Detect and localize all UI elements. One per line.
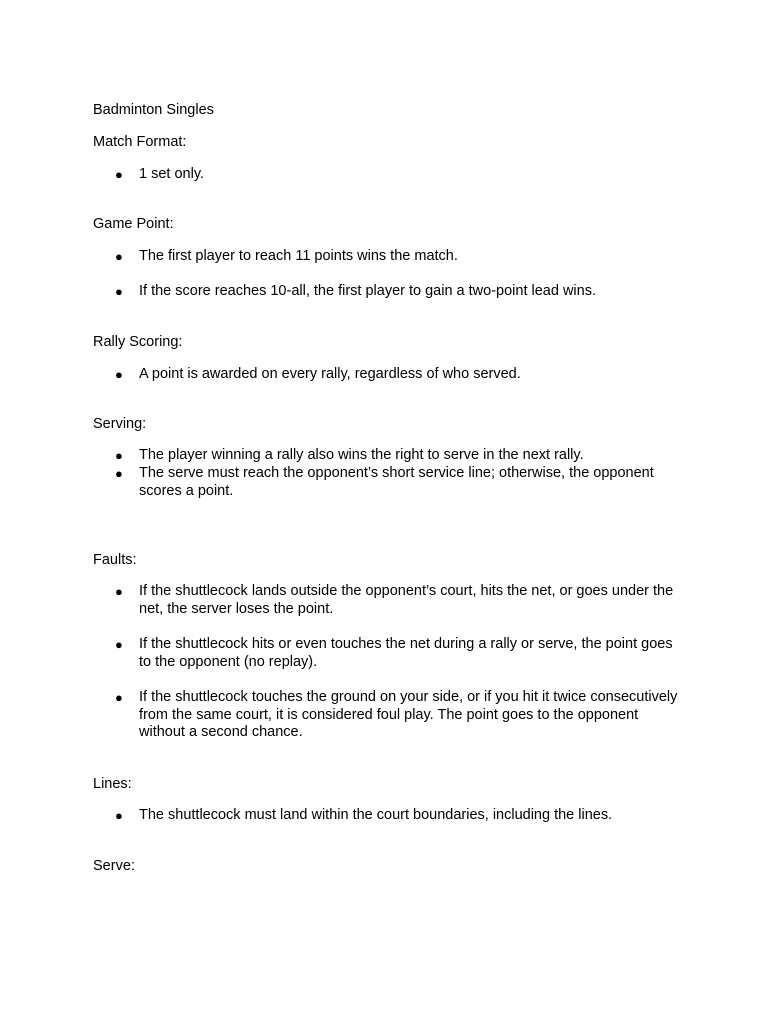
bullet-item [115,248,679,266]
bullet-text: 1 set only. [139,166,205,182]
bullet-icon: ● [115,466,123,481]
bullet-text: If the shuttlecock hits or even touches the net during a rally or serve, the point goes to the opponent (no replay). [139,636,673,670]
bullet-item [115,807,679,825]
bullet-text: The player winning a rally also wins the right to serve in the next rally. [139,447,584,463]
bullet-icon: ● [115,690,123,705]
section-heading-lines: Lines: [93,776,132,792]
bullet-icon: ● [115,637,123,652]
section-heading-game-point: Game Point: [93,216,174,232]
bullet-text: If the score reaches 10-all, the first player to gain a two-point lead wins. [139,283,596,299]
bullet-icon: ● [115,808,123,823]
bullet-item [115,636,679,671]
bullet-text: The shuttlecock must land within the court boundaries, including the lines. [139,807,613,823]
bullet-item [115,447,679,465]
bullet-text: The first player to reach 11 points wins the match. [139,248,458,264]
section-heading-faults: Faults: [93,552,137,568]
bullet-text: If the shuttlecock lands outside the opponent’s court, hits the net, or goes under the net, the server loses the point. [139,583,674,617]
bullet-text: A point is awarded on every rally, regardless of who served. [139,366,521,382]
section-heading-rally-scoring: Rally Scoring: [93,334,183,350]
section-heading-serve: Serve: [93,858,135,874]
bullet-item [115,283,679,301]
bullet-item [115,465,679,500]
document-title: Badminton Singles [93,102,214,118]
bullet-item [115,689,679,742]
bullet-icon: ● [115,249,123,264]
section-heading-match-format: Match Format: [93,134,187,150]
bullet-item [115,583,679,618]
section-heading-serving: Serving: [93,416,147,432]
bullet-icon: ● [115,584,123,599]
bullet-text: The serve must reach the opponent’s short service line; otherwise, the opponent scores a point. [139,465,654,499]
bullet-item [115,166,679,184]
bullet-icon: ● [115,448,123,463]
bullet-icon: ● [115,167,123,182]
bullet-icon: ● [115,284,123,299]
bullet-text: If the shuttlecock touches the ground on your side, or if you hit it twice consecutively from the same court, it is considered foul play. The point goes to the opponent without a second chance. [139,689,678,741]
bullet-icon: ● [115,367,123,382]
bullet-item [115,366,679,384]
